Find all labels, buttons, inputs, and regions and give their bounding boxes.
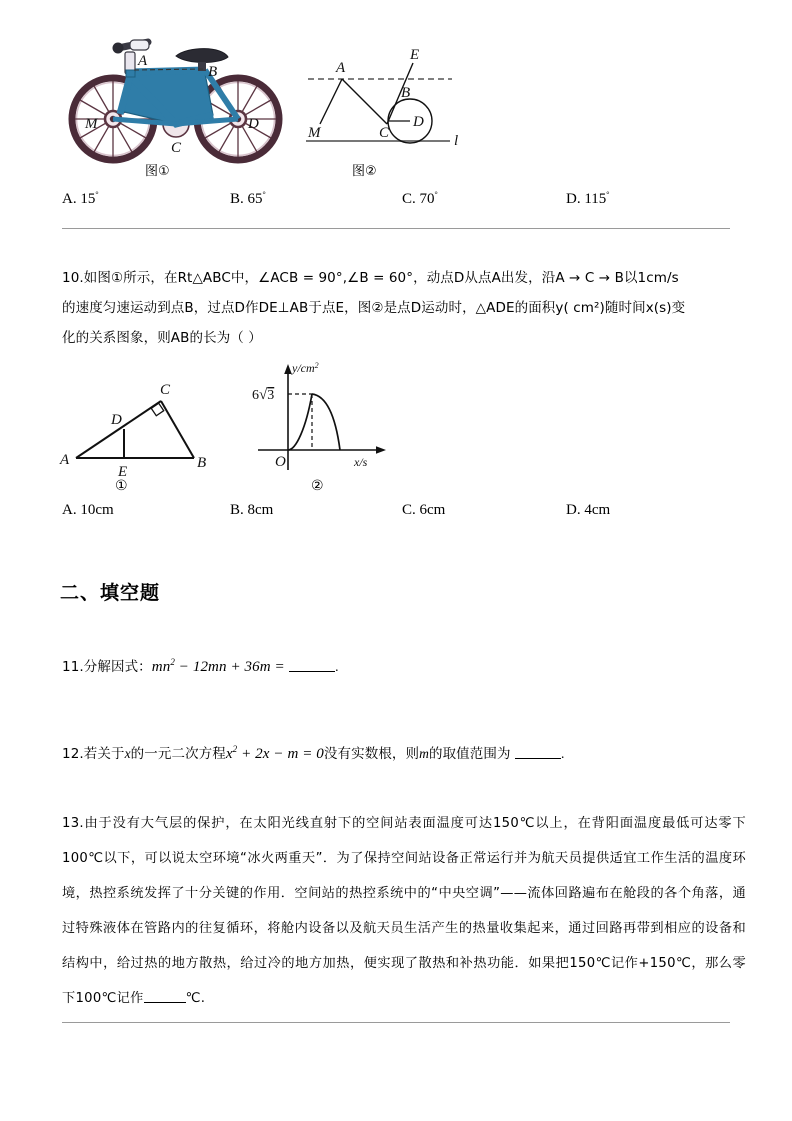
tri-label-A: A xyxy=(60,452,70,468)
option-B[interactable] xyxy=(230,190,266,208)
option-A-label: A. xyxy=(62,191,77,207)
q10-option-A[interactable] xyxy=(62,502,114,519)
question11-expression: $mn^2 - 12mn + 36m$ = xyxy=(151,657,285,675)
question11-prefix: 11.分解因式： xyxy=(62,659,152,675)
curve-falling xyxy=(312,394,340,450)
question11-suffix: . xyxy=(335,659,339,674)
option-C-value: 70 xyxy=(419,191,435,207)
question11 xyxy=(62,652,339,677)
degree-icon: ° xyxy=(606,190,610,199)
q10-option-A-label: A. xyxy=(62,502,77,518)
bike-label-D: D xyxy=(248,116,259,132)
q10-option-C-label: C. xyxy=(402,502,416,518)
bike-label-A: A xyxy=(138,53,148,69)
question13-paragraph: 13.由于没有大气层的保护，在太阳光线直射下的空间站表面温度可达150℃以上，在背阳面温度最低可达零下100℃以下，可以说太空环境“冰火两重天”．为了保持空间站设备正常运行并为航天员提供适宜工作生活的温度环境，热控系统发挥了十分关键的作用．空间站的热控系统中的“中央空调”——流体回路遍布在舱段的各个角落，通过特殊液体在管路内的往复循环，将舱内设备以及航天员生活产生的热量收集起来，通过回路再带到相应的设备和结构中，给过热的地方散热，给过冷的地方加热，便实现了散热和补热功能．如果把150℃记作+150℃，那么零下100℃记作 xyxy=(62,816,746,1006)
q10-option-C-value: 6cm xyxy=(419,502,446,518)
figure1-caption: 图① xyxy=(145,164,170,179)
option-D-label: D. xyxy=(566,191,581,207)
option-A-value: 15 xyxy=(80,191,96,207)
q10-option-B[interactable] xyxy=(230,502,273,519)
question12 xyxy=(62,739,564,764)
question13-blank[interactable] xyxy=(144,990,186,1003)
question13-suffix: ℃. xyxy=(185,991,206,1006)
option-C[interactable] xyxy=(402,190,438,208)
option-D[interactable] xyxy=(566,190,610,208)
figure2-caption: 图② xyxy=(352,164,377,179)
tri-label-E: E xyxy=(118,464,128,480)
option-C-label: C. xyxy=(402,191,416,207)
option-A[interactable] xyxy=(62,190,99,208)
degree-icon: ° xyxy=(262,190,266,199)
tri-label-D: D xyxy=(111,412,122,428)
q10-option-C[interactable] xyxy=(402,502,445,519)
question10-figure-graph xyxy=(250,358,400,480)
y-tick-label: 6√3 xyxy=(252,387,275,403)
geo-label-B: B xyxy=(401,85,411,101)
tri-label-C: C xyxy=(160,382,171,398)
y-axis-label: $y/cm^2$ xyxy=(292,361,319,375)
q10-option-D[interactable] xyxy=(566,502,610,519)
geo-label-M: M xyxy=(308,125,321,141)
bike-label-B: B xyxy=(208,64,218,80)
degree-icon: ° xyxy=(95,190,99,199)
question10-figure2-caption: ② xyxy=(311,478,324,494)
q10-option-D-value: 4cm xyxy=(584,502,611,518)
geo-label-A: A xyxy=(336,60,346,76)
question10-line3: 化的关系图象，则AB的长为（ ） xyxy=(62,330,262,346)
question12-blank[interactable] xyxy=(515,746,561,759)
q10-option-D-label: D. xyxy=(566,502,581,518)
bike-label-M: M xyxy=(85,116,98,132)
question12-text: 12.若关于x的一元二次方程$x^2 + 2x - m = 0$没有实数根，则m的取值范围为 xyxy=(62,744,511,762)
curve-rising xyxy=(288,394,312,450)
y-axis-arrow xyxy=(284,364,292,374)
q10-option-B-label: B. xyxy=(230,502,244,518)
question13 xyxy=(62,806,746,1016)
figure-geometry-bike-model xyxy=(300,45,475,167)
x-axis-arrow xyxy=(376,446,386,454)
section-2-heading: 二、填空题 xyxy=(60,582,161,604)
bike-label-C: C xyxy=(171,140,182,156)
question9-options xyxy=(62,190,742,212)
tri-label-B: B xyxy=(197,455,207,471)
geo-label-D: D xyxy=(413,114,424,130)
q10-option-B-value: 8cm xyxy=(247,502,274,518)
geo-label-l: l xyxy=(454,133,459,149)
degree-icon: ° xyxy=(434,190,438,199)
option-B-label: B. xyxy=(230,191,244,207)
divider-2 xyxy=(62,1022,730,1023)
figure-bicycle xyxy=(72,18,290,168)
question10-figure1-caption: ① xyxy=(115,478,128,494)
question10-figure-triangle xyxy=(58,372,218,482)
divider-1 xyxy=(62,228,730,229)
question10-line2: 的速度匀速运动到点B，过点D作DE⊥AB于点E，图②是点D运动时，△ADE的面积y( cm²)随时间x(s)变 xyxy=(62,300,686,316)
question11-blank[interactable] xyxy=(289,659,335,672)
origin-label: O xyxy=(275,454,286,470)
option-D-value: 115 xyxy=(584,191,607,207)
question10-options xyxy=(62,502,742,524)
option-B-value: 65 xyxy=(247,191,263,207)
question10-line1: 10.如图①所示，在Rt△ABC中，∠ACB = 90°,∠B = 60°，动点D从点A出发，沿A → C → B以1cm/s xyxy=(62,270,679,286)
question12-suffix: . xyxy=(561,746,565,761)
geo-label-E: E xyxy=(410,47,420,63)
q10-option-A-value: 10cm xyxy=(80,502,114,518)
geo-label-C: C xyxy=(379,125,390,141)
x-axis-label: x/s xyxy=(354,455,368,469)
